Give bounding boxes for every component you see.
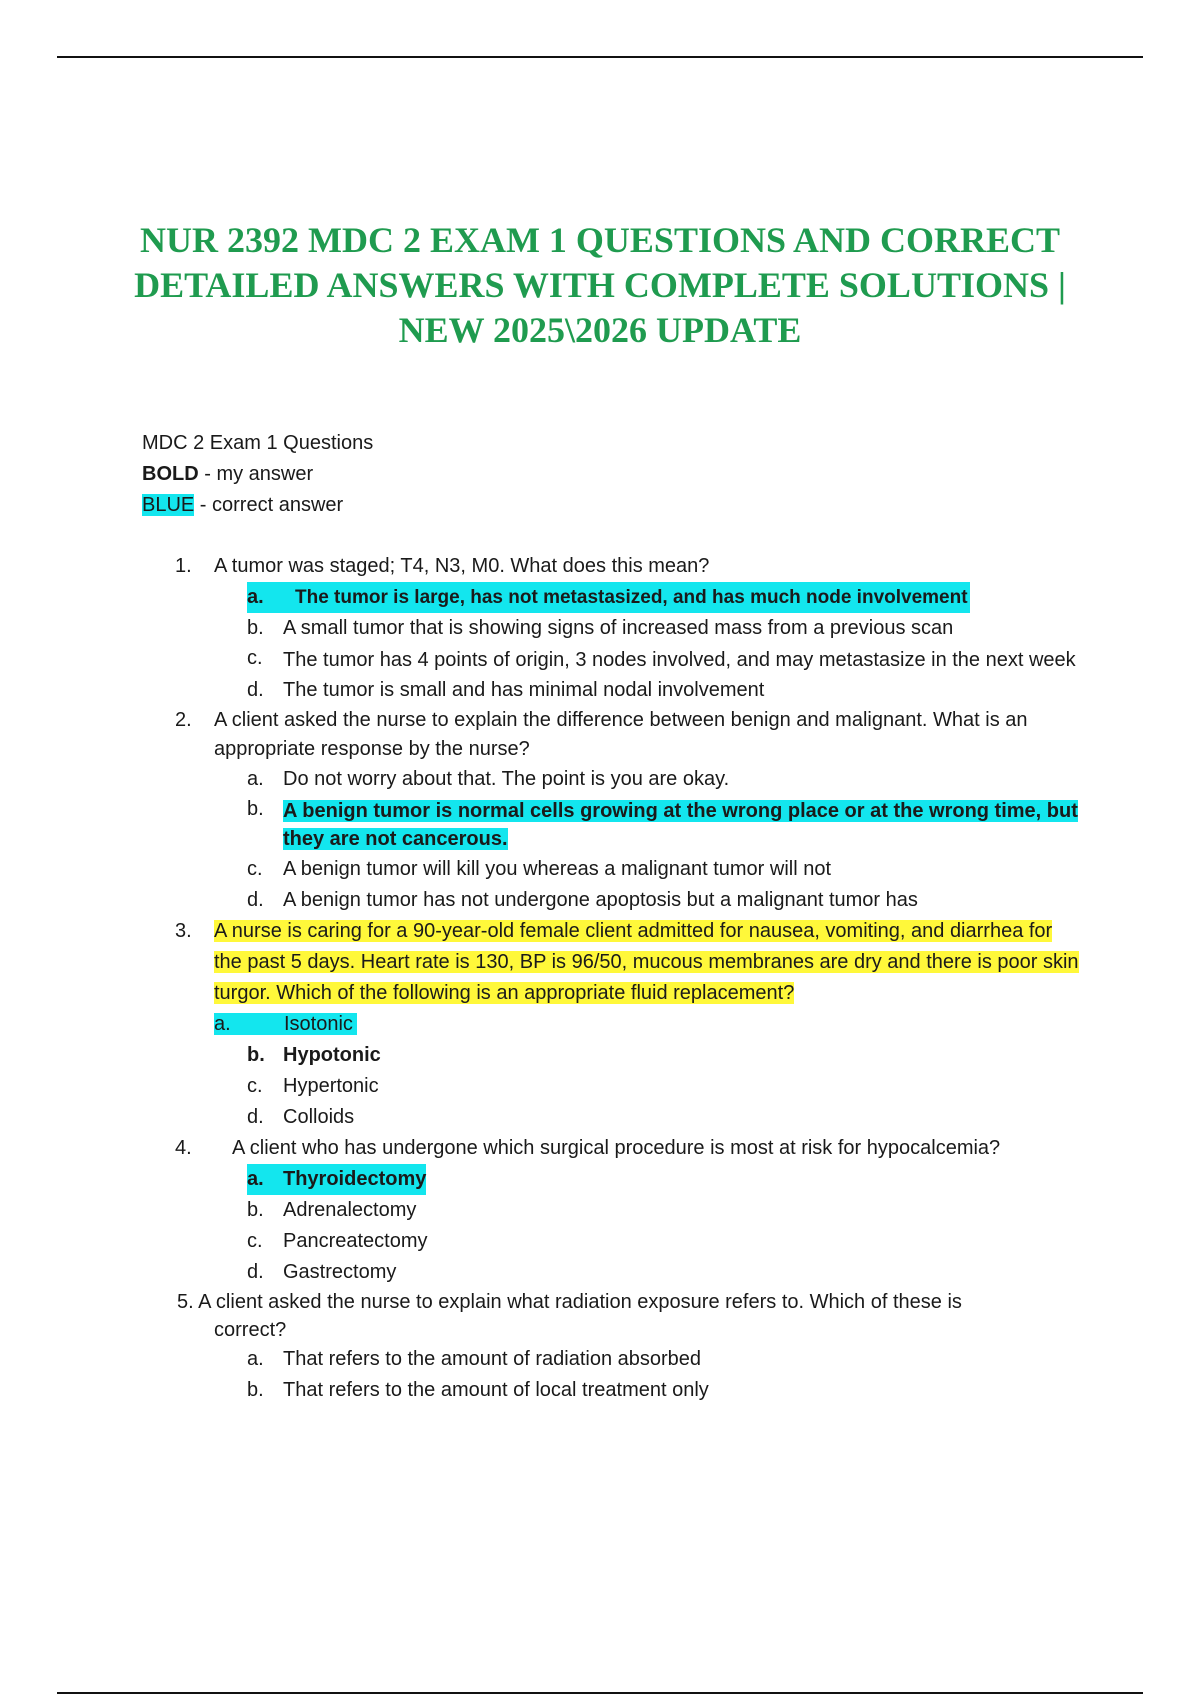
question-2 <box>142 706 1082 916</box>
option-text: Colloids <box>283 1106 355 1128</box>
option-letter: c. <box>247 647 263 669</box>
option-letter: a. <box>247 586 264 608</box>
option-a <box>214 1009 1082 1040</box>
option-letter: c. <box>247 1075 263 1097</box>
option-letter: a. <box>247 768 264 790</box>
option-text: Pancreatectomy <box>283 1230 428 1252</box>
option-text: The tumor is large, has not metastasized, and has much node involvement <box>295 587 968 608</box>
option-b <box>247 795 1082 854</box>
question-text-continued: correct? <box>214 1319 287 1341</box>
option-a <box>247 1164 1082 1195</box>
legend-blue-key: BLUE <box>142 494 195 516</box>
question-number: 1. <box>175 555 192 577</box>
option-text: The tumor is small and has minimal nodal involvement <box>283 679 765 701</box>
option-text: That refers to the amount of local treatment only <box>283 1379 709 1401</box>
question-number: 2. <box>175 709 192 731</box>
question-number: 4. <box>175 1137 192 1159</box>
option-c <box>247 644 1082 675</box>
option-b <box>247 1195 1082 1226</box>
document-title <box>120 218 1080 353</box>
option-letter: d. <box>247 889 264 911</box>
top-rule <box>57 56 1143 58</box>
question-stem <box>177 1133 1082 1164</box>
option-letter: b. <box>247 798 264 820</box>
option-letter: c. <box>247 858 263 880</box>
legend-blue <box>142 490 1082 521</box>
option-text: That refers to the amount of radiation absorbed <box>283 1348 702 1370</box>
option-text: A benign tumor is normal cells growing at the wrong place or at the wrong time, but they are not cancerous. <box>283 800 1078 850</box>
option-text: A benign tumor has not undergone apoptosis but a malignant tumor has <box>283 889 918 911</box>
option-text: Thyroidectomy <box>283 1168 427 1190</box>
option-b <box>247 613 1082 644</box>
option-letter: a. <box>247 1168 264 1190</box>
question-number: 5. <box>177 1291 194 1313</box>
option-letter: b. <box>247 1199 264 1221</box>
question-text: A client asked the nurse to explain the difference between benign and malignant. What is an appropriate response by the nurse? <box>214 709 1028 760</box>
legend-bold-desc: - my answer <box>198 463 314 485</box>
bottom-rule <box>57 1692 1143 1694</box>
title-line-3: NEW 2025\2026 UPDATE <box>398 310 802 350</box>
question-1 <box>142 551 1082 706</box>
option-text: A small tumor that is showing signs of increased mass from a previous scan <box>283 617 954 639</box>
option-letter: b. <box>247 1379 264 1401</box>
question-stem <box>177 706 1082 764</box>
option-letter: a. <box>247 1348 264 1370</box>
legend-blue-desc: - correct answer <box>194 494 344 516</box>
option-c <box>247 1071 1082 1102</box>
option-list <box>247 764 1082 916</box>
question-4 <box>142 1133 1082 1288</box>
question-text: A tumor was staged; T4, N3, M0. What does this mean? <box>214 555 710 577</box>
section-heading: MDC 2 Exam 1 Questions <box>142 432 374 454</box>
option-text: Hypertonic <box>283 1075 379 1097</box>
option-list <box>247 1164 1082 1288</box>
option-letter: b. <box>247 1044 265 1066</box>
option-letter: d. <box>247 1261 264 1283</box>
legend-bold <box>142 459 1082 490</box>
question-text: A client asked the nurse to explain what radiation exposure refers to. Which of these is <box>198 1291 962 1313</box>
option-text: Adrenalectomy <box>283 1199 417 1221</box>
question-list <box>142 551 1082 1406</box>
option-letter: d. <box>247 1106 264 1128</box>
option-list <box>247 1344 1082 1406</box>
option-a <box>247 582 1082 613</box>
title-line-2: DETAILED ANSWERS WITH COMPLETE SOLUTIONS | <box>134 265 1066 305</box>
title-line-1: NUR 2392 MDC 2 EXAM 1 QUESTIONS AND CORRECT <box>139 220 1061 260</box>
question-3 <box>142 916 1082 1133</box>
question-stem <box>177 1288 1082 1317</box>
option-list <box>247 1040 1082 1133</box>
option-d <box>247 1102 1082 1133</box>
option-a <box>247 1344 1082 1375</box>
question-text: A client who has undergone which surgical procedure is most at risk for hypocalcemia? <box>232 1137 1001 1159</box>
option-text: Hypotonic <box>283 1044 381 1066</box>
option-d <box>247 885 1082 916</box>
option-text: Isotonic <box>284 1013 353 1035</box>
option-b <box>247 1375 1082 1406</box>
option-b <box>247 1040 1082 1071</box>
option-letter: c. <box>247 1230 263 1252</box>
question-5 <box>142 1288 1082 1406</box>
legend-bold-key: BOLD <box>142 463 199 485</box>
option-d <box>247 1257 1082 1288</box>
option-c <box>247 1226 1082 1257</box>
document-body <box>142 428 1082 1406</box>
option-list <box>247 582 1082 706</box>
option-text: A benign tumor will kill you whereas a malignant tumor will not <box>283 858 832 880</box>
option-c <box>247 854 1082 885</box>
option-letter: b. <box>247 617 264 639</box>
option-letter: a. <box>214 1013 231 1035</box>
option-text: Do not worry about that. The point is you are okay. <box>283 768 730 790</box>
option-d <box>247 675 1082 706</box>
question-stem <box>177 916 1082 1009</box>
question-text: A nurse is caring for a 90-year-old female client admitted for nausea, vomiting, and diarrhea for the past 5 days. Heart rate is 130, BP is 96/50, mucous membranes are dry and there is poor skin turgor. Which of the following is an appropriate fluid replacement? <box>214 920 1079 1004</box>
option-text: Gastrectomy <box>283 1261 397 1283</box>
option-letter: d. <box>247 679 264 701</box>
question-number: 3. <box>175 920 192 942</box>
question-stem <box>177 551 1082 582</box>
option-a <box>247 764 1082 795</box>
option-text: The tumor has 4 points of origin, 3 nodes involved, and may metastasize in the next week <box>283 649 1076 671</box>
